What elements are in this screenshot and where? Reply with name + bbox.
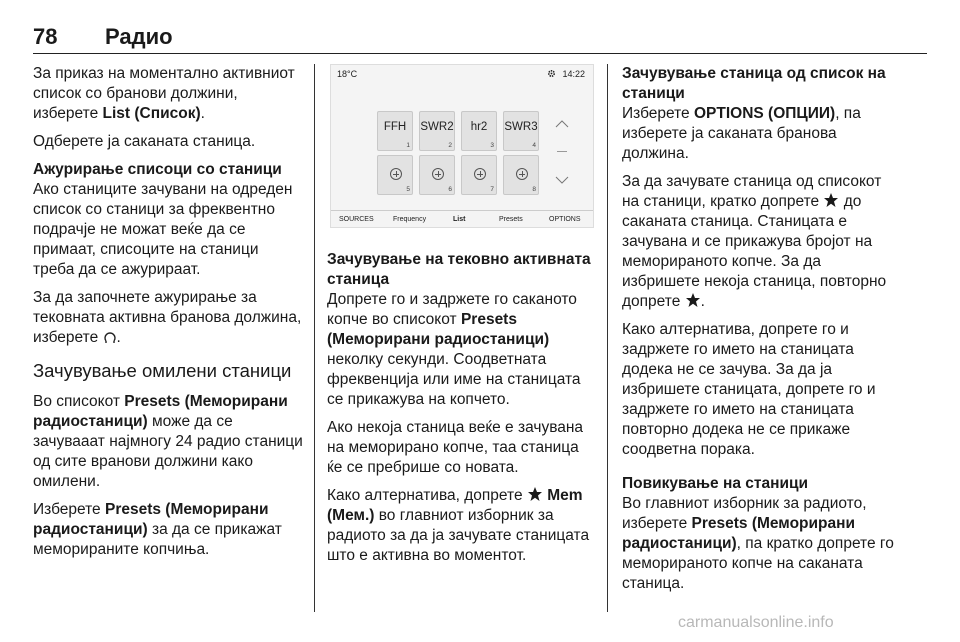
temperature-readout: 18°C (337, 69, 358, 79)
heading-favourites: Зачувување омилени станици (33, 360, 292, 381)
watermark: carmanualsonline.info (678, 614, 834, 631)
column-2 (327, 250, 597, 574)
options-button[interactable]: OPTIONS (549, 216, 581, 223)
heading-save-from-list: Зачувување станица од список на станици (622, 65, 886, 102)
chevron-up-icon[interactable] (555, 117, 569, 131)
preset-tile-3[interactable]: hr2 3 (461, 111, 497, 151)
preset-tile-7[interactable]: 7 (461, 155, 497, 195)
paragraph: Ако некоја станица веќе е зачувана на меморирано копче, таа станица ќе се пребрише со новата. (327, 419, 584, 476)
frequency-button[interactable]: Frequency (393, 216, 427, 223)
paragraph: Како алтернатива, допрете Mem (Мем.) во главниот изборник за радиото за да ја зачувате станицата што е активна во моментот. (327, 487, 590, 564)
paragraph: За да започнете ажурирање за тековната активна бранова должина, изберете . (33, 289, 302, 346)
scroll-divider (557, 151, 567, 152)
page-header (33, 26, 927, 54)
preset-tile-5[interactable]: 5 (377, 155, 413, 195)
clock-readout: 14:22 (547, 69, 585, 79)
heading-recall: Повикување на станици (622, 475, 809, 492)
page-number: 78 (33, 24, 58, 49)
page-title: Радио (105, 24, 173, 49)
preset-tile-8[interactable]: 8 (503, 155, 539, 195)
list-button[interactable]: List (453, 216, 466, 223)
paragraph: За приказ на моментално активниот список со бранови должини, изберете List (Список). (33, 65, 295, 122)
preset-tile-1[interactable]: FFH 1 (377, 111, 413, 151)
column-divider-1 (314, 64, 315, 612)
heading-update-lists: Ажурирање списоци со станици (33, 161, 282, 178)
paragraph: Одберете ја саканата станица. (33, 133, 256, 150)
column-1 (33, 64, 303, 568)
settings-gear-icon (547, 69, 556, 78)
column-3 (622, 64, 897, 602)
star-icon (823, 192, 839, 208)
preset-tile-2[interactable]: SWR2 2 (419, 111, 455, 151)
heading-save-current: Зачувување на тековно активната станица (327, 251, 591, 288)
paragraph: Во списокот Presets (Меморирани радиостаници) може да се зачувааат најмногу 24 радио станици од сите вранови должини како омилени. (33, 393, 303, 490)
antenna-refresh-icon (103, 330, 117, 344)
paragraph: За да зачувате станица од списокот на станици, кратко допрете до саканата станица. Станицата е зачувана и се прикажува бројот на меморираното копче. За да избришете некоја станица, повторно допрете . (622, 173, 887, 310)
add-icon (516, 168, 528, 180)
radio-presets-screenshot (330, 64, 594, 228)
paragraph: Изберете Presets (Меморирани радиостаници) за да се прикажат меморираните копчиња. (33, 501, 282, 558)
star-icon (527, 486, 543, 502)
screen-bottom-bar (331, 210, 593, 227)
add-icon (432, 168, 444, 180)
paragraph: Како алтернатива, допрете го и задржете го името на станицата додека не се зачува. За да ја избришете станицата, допрете го и задржете го името на станицата повторно додека не се прикаже соодветна порака. (622, 321, 876, 458)
paragraph: Допрете го и задржете го саканото копче во списокот Presets (Меморирани радиостаници) неколку секунди. Соодветната фреквенција или име на станицата се прикажува на копчето. (327, 291, 581, 408)
paragraph: Во главниот изборник за радиото, изберете Presets (Меморирани радиостаници), па кратко допрете го меморираното копче на саканата станица. (622, 495, 894, 592)
preset-tile-4[interactable]: SWR3 4 (503, 111, 539, 151)
star-icon (685, 292, 701, 308)
column-divider-2 (607, 64, 608, 612)
add-icon (390, 168, 402, 180)
chevron-down-icon[interactable] (555, 173, 569, 187)
presets-button[interactable]: Presets (499, 216, 523, 223)
add-icon (474, 168, 486, 180)
paragraph: Изберете OPTIONS (ОПЦИИ), па изберете ја саканата бранова должина. (622, 105, 861, 162)
preset-tile-6[interactable]: 6 (419, 155, 455, 195)
sources-button[interactable]: SOURCES (339, 216, 374, 223)
paragraph: Ако станиците зачувани на одреден список со станици за фреквентно подрачје не можат веќе да се примаат, списоците на станици треба да се ажурираат. (33, 181, 293, 278)
